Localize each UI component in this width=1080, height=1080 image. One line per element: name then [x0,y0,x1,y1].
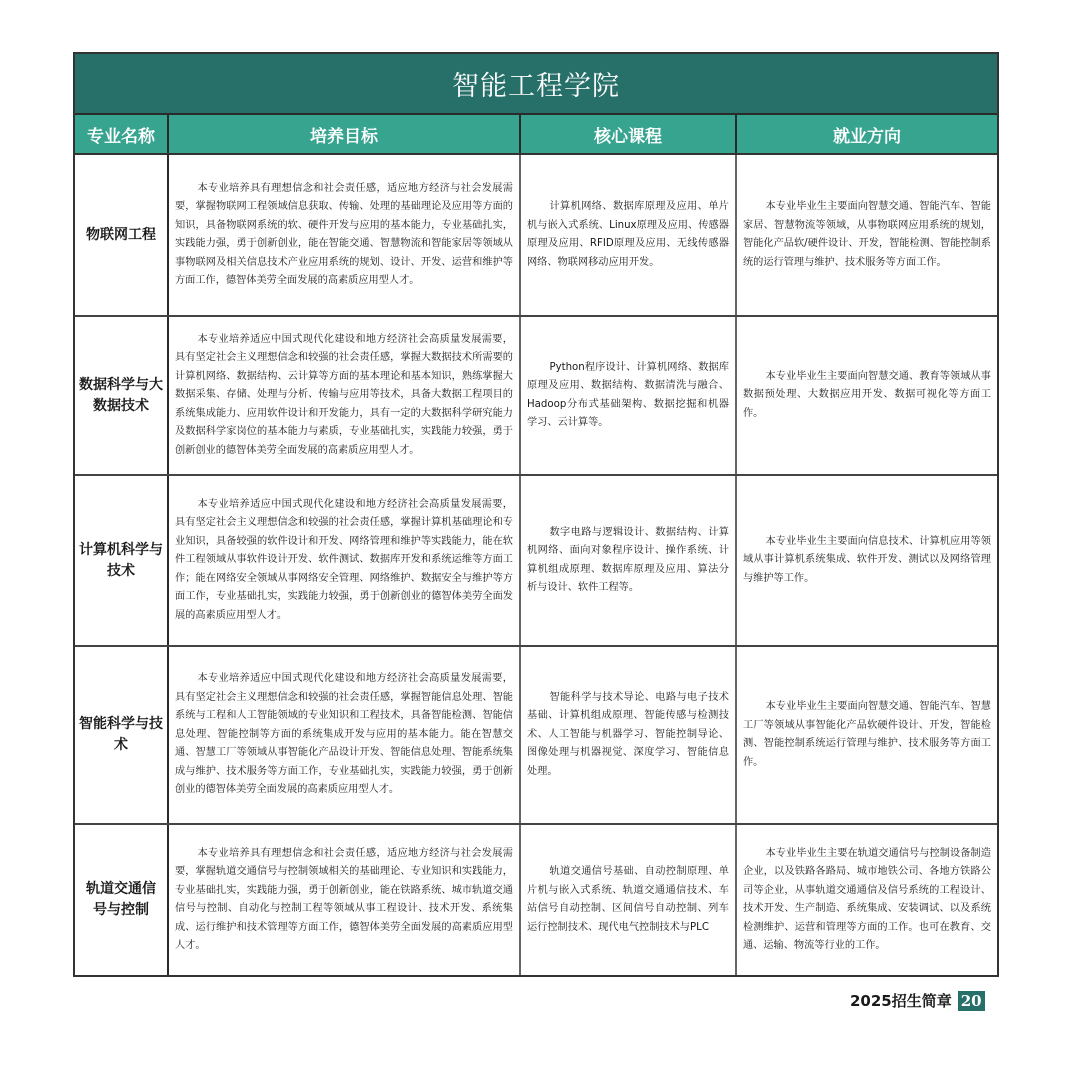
header-core-courses: 核心课程 [521,115,737,153]
core-courses: 数字电路与逻辑设计、数据结构、计算机网络、面向对象程序设计、操作系统、计算机组成原理、数据库原理及应用、算法分析与设计、软件工程等。 [527,526,729,593]
major-name-text: 智能科学与技术 [79,716,163,753]
major-name-text: 轨道交通信号与控制 [86,881,156,918]
core-courses-cell [521,476,737,645]
major-name [75,476,169,645]
training-goal: 本专业培养具有理想信念和社会责任感，适应地方经济与社会发展需要，掌握物联网工程领域信息获取、传输、处理的基础理论及应用等方面的知识，具备物联网系统的软、硬件开发与应用的基本能力，专业基础扎实，实践能力强，勇于创新创业，能在智能交通、智慧物流和智能家居等领域从事物联网及相关信息技术产业应用系统的规划、设计、开发、运营和维护等方面工作，德智体美劳全面发展的高素质应用型人才。 [175,182,513,286]
career-direction-cell [737,476,997,645]
training-goal: 本专业培养具有理想信念和社会责任感，适应地方经济与社会发展需要，掌握轨道交通信号与控制领域相关的基础理论、专业知识和实践能力，专业基础扎实，实践能力强，勇于创新创业，能在铁路系统、城市轨道交通信号与控制、自动化与控制工程等领域从事工程设计、技术开发、系统集成、运行维护和技术管理等方面工作，德智体美劳全面发展的高素质应用型人才。 [175,847,513,951]
core-courses: 轨道交通信号基础、自动控制原理、单片机与嵌入式系统、轨道交通通信技术、车站信号自动控制、区间信号自动控制、列车运行控制技术、现代电气控制技术与PLC [527,866,729,933]
table-row [75,825,997,975]
major-name-text: 计算机科学与技术 [79,541,163,579]
table-row [75,647,997,825]
table-row [75,155,997,317]
majors-table [73,52,999,977]
brochure-title: 2025招生简章 [850,992,952,1010]
career-direction: 本专业毕业生主要面向智慧交通、智能汽车、智能家居、智慧物流等领域，从事物联网应用系统的规划，智能化产品软/硬件设计、开发，智能检测、智能控制系统的运行管理与维护、技术服务等方面工作。 [743,201,991,268]
training-goal-cell [169,155,521,315]
major-name-text: 数据科学与大数据技术 [79,376,163,414]
training-goal: 本专业培养适应中国式现代化建设和地方经济社会高质量发展需要，具有坚定社会主义理想信念和较强的社会责任感，掌握计算机基础理论和专业知识，具备较强的软件设计和开发、网络管理和维护等实践能力，能在软件工程领域从事软件设计开发、软件测试、数据库开发和系统运维等方面工作；能在网络安全领域从事网络安全管理、网络维护、数据安全与维护等方面工作，专业基础扎实，实践能力较强，勇于创新创业的德智体美劳全面发展的高素质应用型人才。 [175,498,513,621]
table-row [75,476,997,647]
core-courses-cell [521,647,737,823]
table-header-row [75,115,997,155]
training-goal: 本专业培养适应中国式现代化建设和地方经济社会高质量发展需要，具有坚定社会主义理想信念和较强的社会责任感，掌握大数据技术所需要的计算机网络、数据结构、云计算等方面的基本理论和基本知识，熟练掌握大数据采集、存储、处理与分析、传输与应用等技术，具备大数据工程项目的系统集成能力、应用软件设计和开发能力，具有一定的大数据科学研究能力及数据科学家岗位的基本能力与素质，专业基础扎实，实践能力较强，勇于创新创业的德智体美劳全面发展的高素质应用型人才。 [175,333,513,456]
table-row [75,317,997,476]
training-goal-cell [169,317,521,474]
career-direction-cell [737,825,997,975]
major-name: 物联网工程 [75,155,169,315]
core-courses-cell [521,825,737,975]
major-name [75,825,169,975]
major-name [75,317,169,474]
core-courses-cell [521,317,737,474]
table-title: 智能工程学院 [75,54,997,115]
header-training-goal: 培养目标 [169,115,521,153]
training-goal: 本专业培养适应中国式现代化建设和地方经济社会高质量发展需要，具有坚定社会主义理想信念和较强的社会责任感，掌握智能信息处理、智能系统与工程和人工智能领域的专业知识和工程技术，具备智能检测、智能信息处理、智能控制等方面的系统集成开发与应用的基本能力。能在智慧交通、智慧工厂等领域从事智能化产品设计开发、智能信息处理、智能系统集成与维护、技术服务等方面工作，专业基础扎实，实践能力较强，勇于创新创业的德智体美劳全面发展的高素质应用型人才。 [175,673,513,796]
training-goal-cell [169,476,521,645]
header-major-name: 专业名称 [75,115,169,153]
core-courses: Python程序设计、计算机网络、数据库原理及应用、数据结构、数据清洗与融合、Hadoop分布式基础架构、数据挖掘和机器学习、云计算等。 [527,361,729,428]
career-direction: 本专业毕业生主要在轨道交通信号与控制设备制造企业，以及铁路各路局、城市地铁公司、各地方铁路公司等企业，从事轨道交通通信及信号系统的工程设计、技术开发、生产制造、系统集成、安装调试、以及系统检测维护、运营和管理等方面的工作。也可在教育、交通、运输、物流等行业的工作。 [743,847,991,951]
career-direction-cell [737,155,997,315]
core-courses: 智能科学与技术导论、电路与电子技术基础、计算机组成原理、智能传感与检测技术、人工智能与机器学习、智能控制导论、图像处理与机器视觉、深度学习、智能信息处理。 [527,691,729,777]
page-number: 20 [958,991,985,1011]
training-goal-cell [169,825,521,975]
core-courses: 计算机网络、数据库原理及应用、单片机与嵌入式系统、Linux原理及应用、传感器原理及应用、RFID原理及应用、无线传感器网络、物联网移动应用开发。 [527,201,729,268]
career-direction: 本专业毕业生主要面向智慧交通、智能汽车、智慧工厂等领域从事智能化产品软硬件设计、开发，智能检测、智能控制系统运行管理与维护、技术服务等方面工作。 [743,701,991,768]
career-direction-cell [737,317,997,474]
training-goal-cell [169,647,521,823]
core-courses-cell [521,155,737,315]
header-career-direction: 就业方向 [833,126,901,147]
career-direction: 本专业毕业生主要面向信息技术、计算机应用等领域从事计算机系统集成、软件开发、测试以及网络管理与维护等工作。 [743,535,991,584]
career-direction: 本专业毕业生主要面向智慧交通、教育等领域从事数据预处理、大数据应用开发、数据可视化等方面工作。 [743,370,991,419]
major-name [75,647,169,823]
page-footer [850,990,985,1011]
career-direction-cell [737,647,997,823]
